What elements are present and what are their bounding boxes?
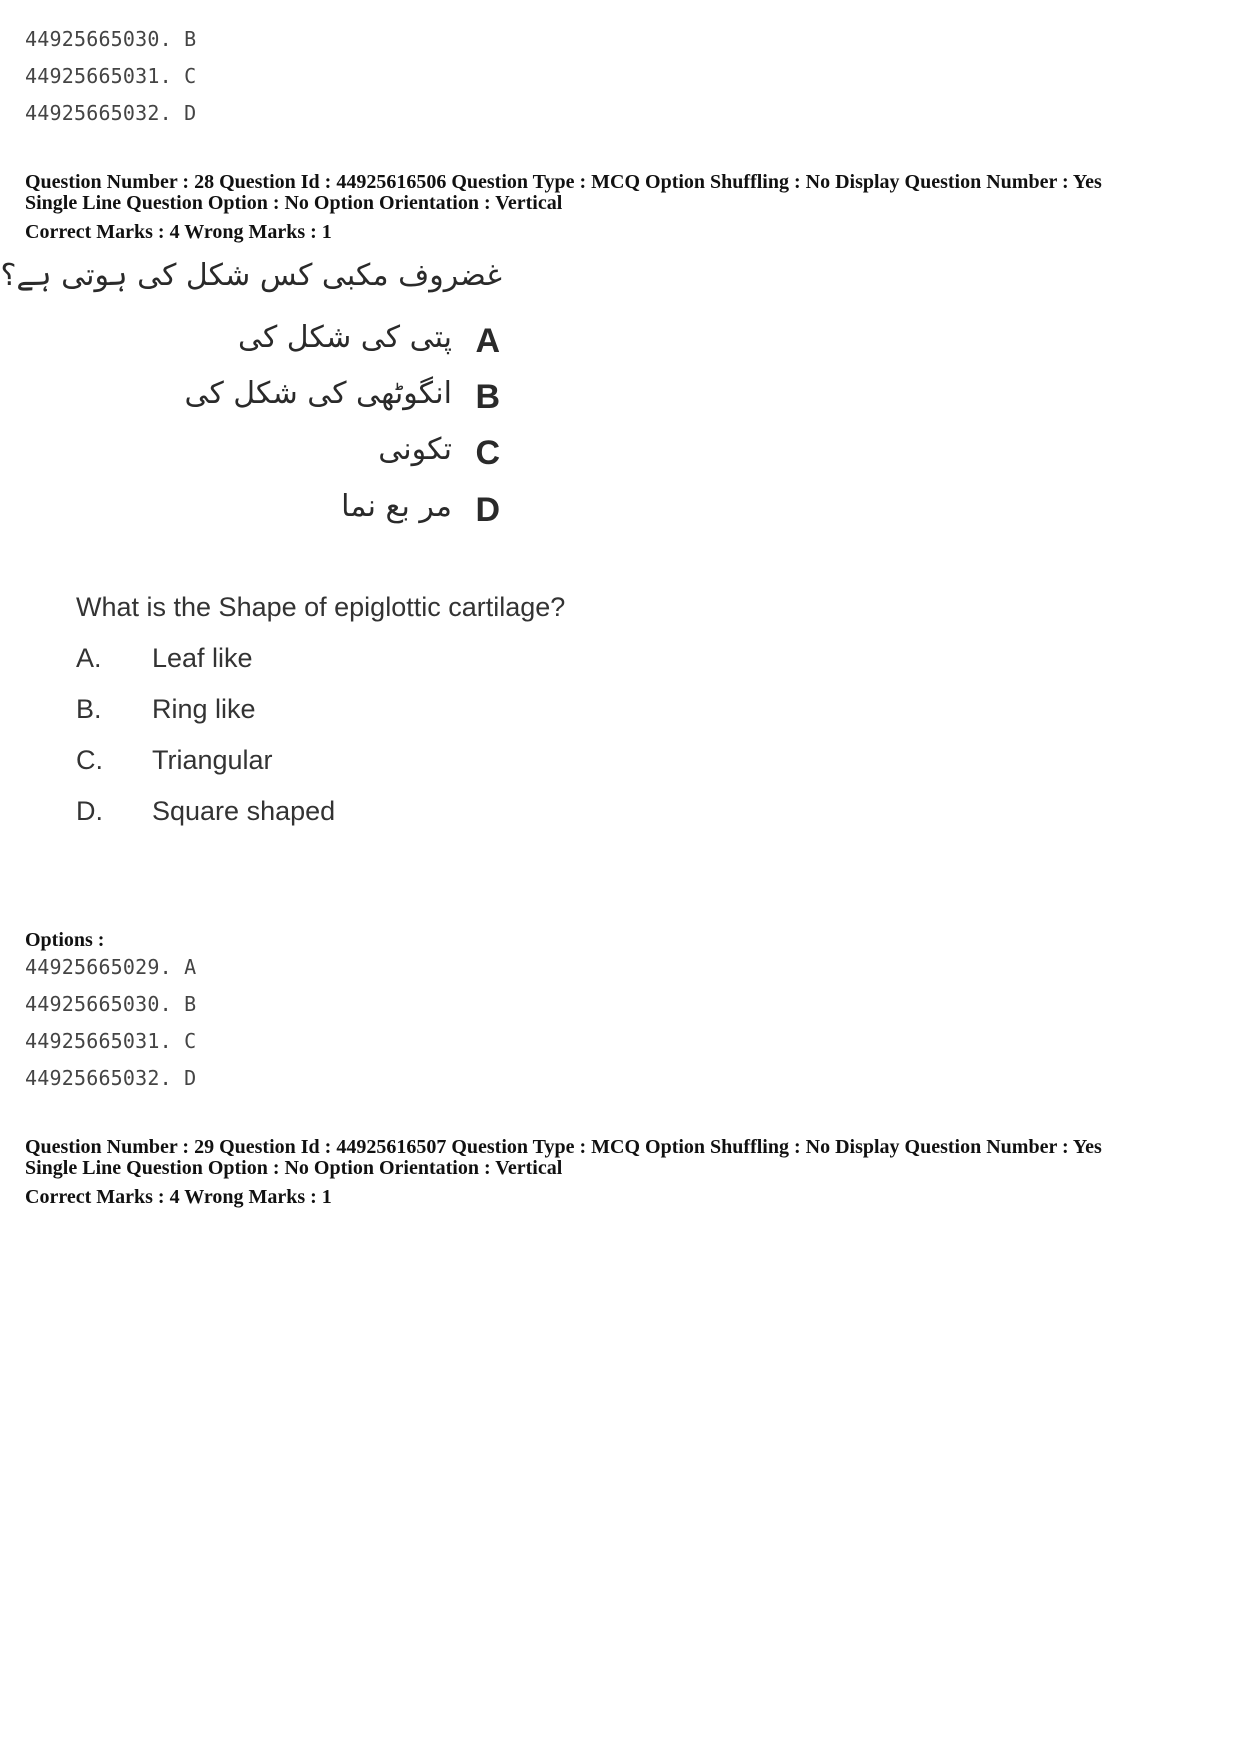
english-option-letter: D. [76,796,103,826]
urdu-option-text: پتی کی شکل کی [237,320,452,355]
english-option-letter: C. [76,745,103,775]
urdu-question-text: غضروف مکبی کس شکل کی ہوتی ہے؟ [0,258,502,293]
english-option-text: Ring like [152,694,256,724]
question-meta-line2: Single Line Question Option : No Option Orientation : Vertical [25,1157,563,1179]
urdu-option-text: انگوٹھی کی شکل کی [184,376,452,411]
question-meta-line1: Question Number : 29 Question Id : 44925616507 Question Type : MCQ Option Shuffling : No Display Question Number : Yes [25,1136,1102,1158]
english-option-text: Leaf like [152,643,253,673]
option-code: 44925665030. B [25,992,197,1016]
english-question-text: What is the Shape of epiglottic cartilage? [76,592,566,622]
option-code: 44925665030. B [25,27,197,51]
question-marks: Correct Marks : 4 Wrong Marks : 1 [25,221,332,243]
option-code: 44925665031. C [25,1029,197,1053]
question-meta-line2: Single Line Question Option : No Option Orientation : Vertical [25,192,563,214]
options-label: Options : [25,929,105,951]
english-option-letter: B. [76,694,102,724]
english-question-image [60,592,620,852]
urdu-option-letter: D [475,491,500,529]
option-code: 44925665031. C [25,64,197,88]
urdu-option-letter: B [475,378,500,416]
question-meta-line1: Question Number : 28 Question Id : 44925616506 Question Type : MCQ Option Shuffling : No Display Question Number : Yes [25,171,1102,193]
option-code: 44925665029. A [25,955,197,979]
question-marks: Correct Marks : 4 Wrong Marks : 1 [25,1186,332,1208]
urdu-option-text: تکونی [378,432,452,467]
option-code: 44925665032. D [25,1066,197,1090]
option-code: 44925665032. D [25,101,197,125]
urdu-option-text: مر بع نما [341,489,452,524]
english-option-text: Square shaped [152,796,336,826]
urdu-option-letter: C [475,434,500,472]
english-option-letter: A. [76,643,102,673]
urdu-question-image [0,250,512,550]
urdu-option-letter: A [475,322,500,360]
english-option-text: Triangular [152,745,273,775]
